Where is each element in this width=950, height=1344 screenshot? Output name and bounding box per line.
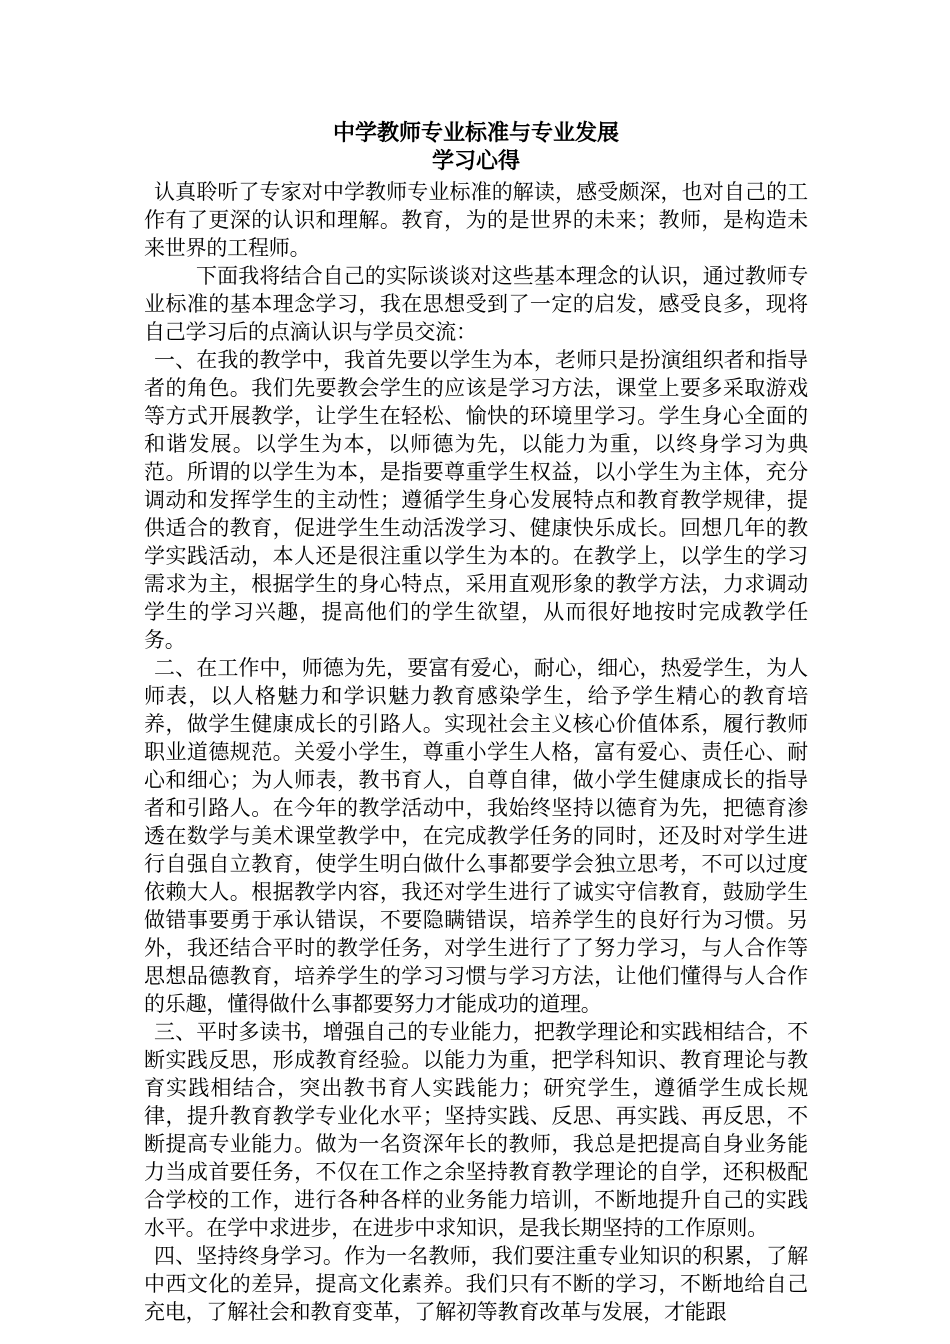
paragraph-overview: 下面我将结合自己的实际谈谈对这些基本理念的认识，通过教师专业标准的基本理念学习，我在思想受到了一定的启发，感受良多，现将自己学习后的点滴认识与学员交流： — [144, 264, 808, 344]
paragraph-intro: 认真聆听了专家对中学教师专业标准的解读，感受颇深，也对自己的工作有了更深的认识和理解。教育，为的是世界的未来；教师，是构造未来世界的工程师。 — [144, 180, 808, 260]
document-title — [144, 120, 808, 176]
paragraph-point-2: 二、在工作中，师德为先，要富有爱心，耐心，细心，热爱学生，为人师表，以人格魅力和学识魅力教育感染学生，给予学生精心的教育培养，做学生健康成长的引路人。实现社会主义核心价值体系，履行教师职业道德规范。关爱小学生，尊重小学生人格，富有爱心、责任心、耐心和细心；为人师表，教书育人，自尊自律，做小学生健康成长的指导者和引路人。在今年的教学活动中，我始终坚持以德育为先，把德育渗透在数学与美术课堂教学中，在完成教学任务的同时，还及时对学生进行自强自立教育，使学生明白做什么事都要学会独立思考，不可以过度依赖大人。根据教学内容，我还对学生进行了诚实守信教育，鼓励学生做错事要勇于承认错误，不要隐瞒错误，培养学生的良好行为习惯。另外，我还结合平时的教学任务，对学生进行了了努力学习，与人合作等思想品德教育，培养学生的学习习惯与学习方法，让他们懂得与人合作的乐趣，懂得做什么事都要努力才能成功的道理。 — [144, 656, 808, 1016]
document-body — [144, 178, 808, 1326]
paragraph-point-1: 一、在我的教学中，我首先要以学生为本，老师只是扮演组织者和指导者的角色。我们先要教会学生的应该是学习方法，课堂上要多采取游戏等方式开展教学，让学生在轻松、愉快的环境里学习。学生身心全面的和谐发展。以学生为本，以师德为先，以能力为重，以终身学习为典范。所谓的以学生为本，是指要尊重学生权益，以小学生为主体，充分调动和发挥学生的主动性；遵循学生身心发展特点和教育教学规律，提供适合的教育，促进学生生动活泼学习、健康快乐成长。回想几年的教学实践活动，本人还是很注重以学生为本的。在教学上，以学生的学习需求为主，根据学生的身心特点，采用直观形象的教学方法，力求调动学生的学习兴趣，提高他们的学生欲望，从而很好地按时完成教学任务。 — [144, 348, 808, 652]
document-page — [144, 120, 808, 1326]
paragraph-point-3: 三、平时多读书，增强自己的专业能力，把教学理论和实践相结合，不断实践反思，形成教育经验。以能力为重，把学科知识、教育理论与教育实践相结合，突出教书育人实践能力；研究学生，遵循学生成长规律，提升教育教学专业化水平；坚持实践、反思、再实践、再反思，不断提高专业能力。做为一名资深年长的教师，我总是把提高自身业务能力当成首要任务，不仅在工作之余坚持教育教学理论的自学，还积极配合学校的工作，进行各种各样的业务能力培训，不断地提升自己的实践水平。在学中求进步，在进步中求知识，是我长期坚持的工作原则。 — [144, 1020, 808, 1240]
title-line-1: 中学教师专业标准与专业发展 — [332, 121, 619, 146]
paragraph-point-4: 四、坚持终身学习。作为一名教师，我们要注重专业知识的积累，了解中西文化的差异，提高文化素养。我们只有不断的学习，不断地给自己充电，了解社会和教育变革，了解初等教育改革与发展，才能跟 — [144, 1244, 808, 1324]
title-line-2: 学习心得 — [431, 149, 520, 174]
